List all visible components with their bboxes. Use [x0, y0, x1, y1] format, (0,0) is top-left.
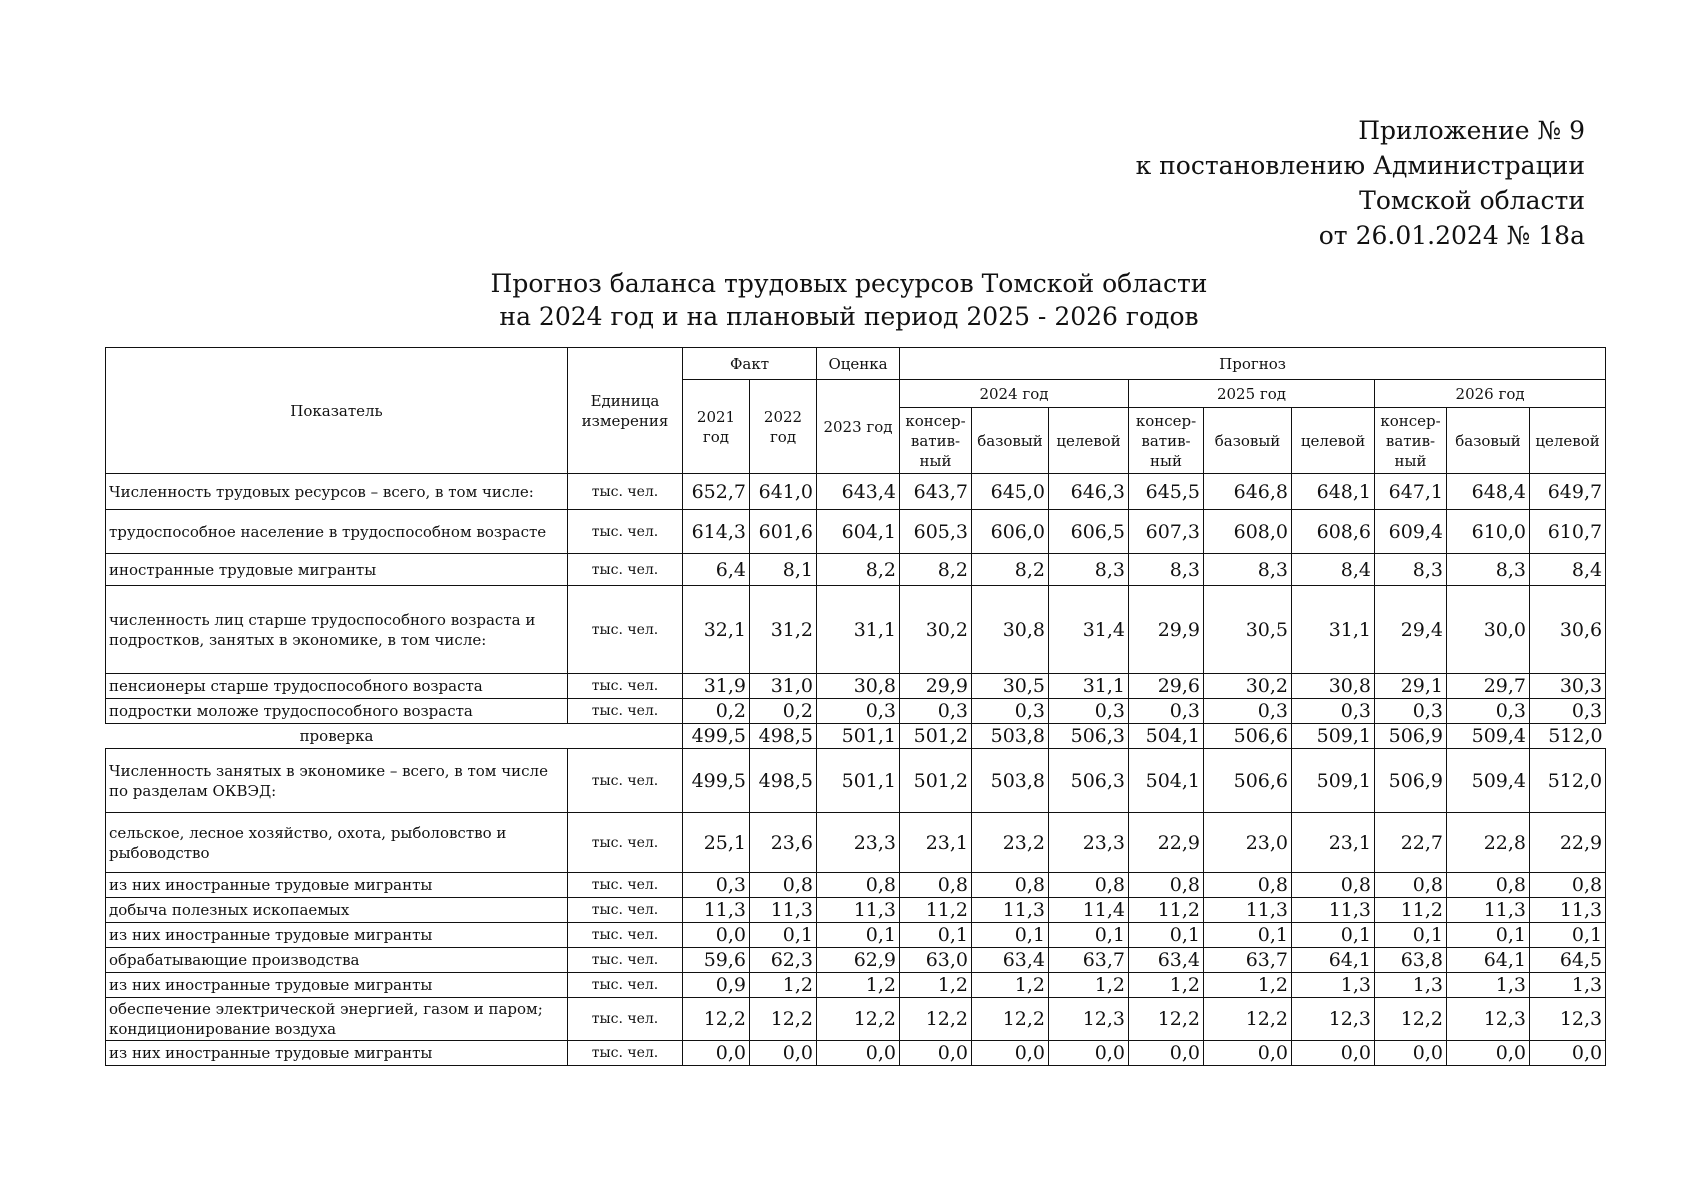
value-cell: 29,6 [1129, 674, 1204, 699]
value-cell: 8,2 [900, 554, 972, 586]
value-cell: 64,5 [1530, 948, 1606, 973]
value-cell: 648,4 [1447, 474, 1530, 510]
value-cell: 0,8 [972, 873, 1049, 898]
value-cell: 0,3 [1447, 699, 1530, 724]
value-cell: 0,8 [1447, 873, 1530, 898]
value-cell: 0,0 [750, 1041, 817, 1066]
value-cell: 12,3 [1049, 998, 1129, 1041]
value-cell: 0,0 [1530, 1041, 1606, 1066]
row-label: Численность трудовых ресурсов – всего, в том числе: [106, 474, 568, 510]
header-2025-base: базовый [1204, 408, 1292, 474]
value-cell: 59,6 [683, 948, 750, 973]
row-unit: тыс. чел. [568, 948, 683, 973]
value-cell: 0,9 [683, 973, 750, 998]
table-row [106, 973, 1606, 998]
value-cell: 0,1 [900, 923, 972, 948]
value-cell: 0,1 [1049, 923, 1129, 948]
value-cell: 11,2 [1129, 898, 1204, 923]
value-cell: 29,4 [1375, 586, 1447, 674]
row-label: из них иностранные трудовые мигранты [106, 923, 568, 948]
value-cell: 22,9 [1530, 813, 1606, 873]
value-cell: 0,0 [683, 1041, 750, 1066]
header-2026-conservative: консер-ватив-ный [1375, 408, 1447, 474]
document-title [0, 267, 1698, 333]
value-cell: 22,7 [1375, 813, 1447, 873]
value-cell: 12,2 [972, 998, 1049, 1041]
value-cell: 0,3 [1204, 699, 1292, 724]
value-cell: 12,3 [1530, 998, 1606, 1041]
value-cell: 30,5 [972, 674, 1049, 699]
value-cell: 1,2 [750, 973, 817, 998]
value-cell: 504,1 [1129, 724, 1204, 749]
row-label: добыча полезных ископаемых [106, 898, 568, 923]
value-cell: 0,0 [1129, 1041, 1204, 1066]
row-unit: тыс. чел. [568, 973, 683, 998]
appendix-resolution: к постановлению Администрации [1135, 151, 1585, 180]
value-cell: 62,3 [750, 948, 817, 973]
value-cell: 512,0 [1530, 749, 1606, 813]
value-cell: 506,3 [1049, 724, 1129, 749]
row-label: подростки моложе трудоспособного возраста [106, 699, 568, 724]
value-cell: 30,8 [972, 586, 1049, 674]
row-unit: тыс. чел. [568, 813, 683, 873]
row-unit: тыс. чел. [568, 998, 683, 1041]
value-cell: 23,3 [817, 813, 900, 873]
row-label: трудоспособное население в трудоспособном возрасте [106, 510, 568, 554]
header-fact: Факт [683, 348, 817, 380]
value-cell: 63,7 [1204, 948, 1292, 973]
value-cell: 8,3 [1375, 554, 1447, 586]
value-cell: 29,7 [1447, 674, 1530, 699]
row-unit: тыс. чел. [568, 474, 683, 510]
value-cell: 607,3 [1129, 510, 1204, 554]
table-row [106, 510, 1606, 554]
table-row [106, 813, 1606, 873]
value-cell: 8,3 [1447, 554, 1530, 586]
row-unit: тыс. чел. [568, 873, 683, 898]
value-cell: 610,7 [1530, 510, 1606, 554]
value-cell: 31,1 [1049, 674, 1129, 699]
value-cell: 1,3 [1292, 973, 1375, 998]
value-cell: 29,1 [1375, 674, 1447, 699]
value-cell: 0,8 [900, 873, 972, 898]
value-cell: 8,3 [1049, 554, 1129, 586]
value-cell: 0,8 [750, 873, 817, 898]
title-line-1: Прогноз баланса трудовых ресурсов Томской области [490, 269, 1208, 298]
value-cell: 1,3 [1530, 973, 1606, 998]
title-line-2: на 2024 год и на плановый период 2025 - 2026 годов [499, 302, 1199, 331]
value-cell: 0,0 [1292, 1041, 1375, 1066]
value-cell: 8,4 [1530, 554, 1606, 586]
value-cell: 506,6 [1204, 749, 1292, 813]
value-cell: 501,1 [817, 724, 900, 749]
value-cell: 63,4 [1129, 948, 1204, 973]
row-label: проверка [106, 724, 568, 749]
value-cell: 12,2 [683, 998, 750, 1041]
value-cell: 12,2 [817, 998, 900, 1041]
value-cell: 6,4 [683, 554, 750, 586]
value-cell: 0,0 [817, 1041, 900, 1066]
value-cell: 0,8 [1049, 873, 1129, 898]
value-cell: 8,4 [1292, 554, 1375, 586]
value-cell: 503,8 [972, 749, 1049, 813]
value-cell: 29,9 [1129, 586, 1204, 674]
value-cell: 30,5 [1204, 586, 1292, 674]
value-cell: 0,0 [1447, 1041, 1530, 1066]
value-cell: 609,4 [1375, 510, 1447, 554]
table-row [106, 948, 1606, 973]
value-cell: 12,2 [1375, 998, 1447, 1041]
value-cell: 641,0 [750, 474, 817, 510]
value-cell: 506,9 [1375, 724, 1447, 749]
value-cell: 0,8 [817, 873, 900, 898]
value-cell: 1,2 [1049, 973, 1129, 998]
value-cell: 30,3 [1530, 674, 1606, 699]
header-2024: 2024 год [900, 380, 1129, 408]
value-cell: 509,4 [1447, 749, 1530, 813]
value-cell: 506,9 [1375, 749, 1447, 813]
row-unit: тыс. чел. [568, 674, 683, 699]
value-cell: 601,6 [750, 510, 817, 554]
row-label: Численность занятых в экономике – всего, в том числе по разделам ОКВЭД: [106, 749, 568, 813]
value-cell: 0,0 [1204, 1041, 1292, 1066]
header-2024-target: целевой [1049, 408, 1129, 474]
value-cell: 0,3 [817, 699, 900, 724]
table-row [106, 699, 1606, 724]
value-cell: 0,1 [1292, 923, 1375, 948]
header-estimate: Оценка [817, 348, 900, 380]
row-unit: тыс. чел. [568, 1041, 683, 1066]
value-cell: 8,3 [1129, 554, 1204, 586]
header-2026-base: базовый [1447, 408, 1530, 474]
value-cell: 11,3 [972, 898, 1049, 923]
value-cell: 11,3 [1530, 898, 1606, 923]
value-cell: 12,2 [750, 998, 817, 1041]
value-cell: 0,2 [683, 699, 750, 724]
value-cell: 509,1 [1292, 749, 1375, 813]
value-cell: 0,1 [750, 923, 817, 948]
value-cell: 0,2 [750, 699, 817, 724]
value-cell: 0,3 [1129, 699, 1204, 724]
value-cell: 1,3 [1447, 973, 1530, 998]
value-cell: 12,2 [900, 998, 972, 1041]
value-cell: 0,3 [1375, 699, 1447, 724]
value-cell: 606,0 [972, 510, 1049, 554]
value-cell: 30,8 [1292, 674, 1375, 699]
header-2024-conservative: консер-ватив-ный [900, 408, 972, 474]
table-row [106, 873, 1606, 898]
value-cell: 501,2 [900, 724, 972, 749]
value-cell: 30,2 [900, 586, 972, 674]
header-2025: 2025 год [1129, 380, 1375, 408]
row-label: численность лиц старше трудоспособного возраста и подростков, занятых в экономике, в том числе: [106, 586, 568, 674]
value-cell: 23,1 [1292, 813, 1375, 873]
value-cell: 648,1 [1292, 474, 1375, 510]
value-cell: 62,9 [817, 948, 900, 973]
value-cell: 0,8 [1129, 873, 1204, 898]
row-unit: тыс. чел. [568, 699, 683, 724]
value-cell: 22,8 [1447, 813, 1530, 873]
value-cell: 509,4 [1447, 724, 1530, 749]
header-unit: Единица измерения [568, 348, 683, 474]
value-cell: 8,2 [817, 554, 900, 586]
value-cell: 23,0 [1204, 813, 1292, 873]
value-cell: 22,9 [1129, 813, 1204, 873]
value-cell: 1,2 [1204, 973, 1292, 998]
value-cell: 23,6 [750, 813, 817, 873]
value-cell: 11,4 [1049, 898, 1129, 923]
value-cell: 501,1 [817, 749, 900, 813]
value-cell: 30,2 [1204, 674, 1292, 699]
row-label: из них иностранные трудовые мигранты [106, 873, 568, 898]
row-label: обрабатывающие производства [106, 948, 568, 973]
table-row [106, 749, 1606, 813]
value-cell: 0,1 [972, 923, 1049, 948]
row-unit: тыс. чел. [568, 923, 683, 948]
value-cell: 11,3 [817, 898, 900, 923]
value-cell: 647,1 [1375, 474, 1447, 510]
header-2022: 2022 год [750, 380, 817, 474]
value-cell: 503,8 [972, 724, 1049, 749]
row-unit: тыс. чел. [568, 586, 683, 674]
table-row [106, 998, 1606, 1041]
value-cell: 0,8 [1375, 873, 1447, 898]
value-cell: 0,0 [972, 1041, 1049, 1066]
value-cell: 12,2 [1129, 998, 1204, 1041]
table-row [106, 674, 1606, 699]
value-cell: 12,3 [1447, 998, 1530, 1041]
value-cell: 23,2 [972, 813, 1049, 873]
value-cell: 11,3 [1204, 898, 1292, 923]
value-cell: 1,2 [1129, 973, 1204, 998]
value-cell: 11,3 [683, 898, 750, 923]
value-cell: 0,3 [900, 699, 972, 724]
value-cell: 31,0 [750, 674, 817, 699]
value-cell: 25,1 [683, 813, 750, 873]
value-cell: 30,8 [817, 674, 900, 699]
value-cell: 606,5 [1049, 510, 1129, 554]
table-row [106, 474, 1606, 510]
table-row [106, 1041, 1606, 1066]
value-cell: 1,2 [817, 973, 900, 998]
value-cell: 31,1 [817, 586, 900, 674]
header-forecast: Прогноз [900, 348, 1606, 380]
row-unit: тыс. чел. [568, 510, 683, 554]
appendix-number: Приложение № 9 [1358, 116, 1585, 145]
value-cell: 31,4 [1049, 586, 1129, 674]
value-cell: 0,8 [1530, 873, 1606, 898]
value-cell: 63,4 [972, 948, 1049, 973]
value-cell: 23,3 [1049, 813, 1129, 873]
value-cell: 32,1 [683, 586, 750, 674]
value-cell: 0,1 [1375, 923, 1447, 948]
value-cell: 604,1 [817, 510, 900, 554]
row-label: иностранные трудовые мигранты [106, 554, 568, 586]
value-cell: 0,3 [1292, 699, 1375, 724]
value-cell: 30,0 [1447, 586, 1530, 674]
value-cell: 0,8 [1204, 873, 1292, 898]
value-cell: 0,3 [972, 699, 1049, 724]
value-cell: 63,7 [1049, 948, 1129, 973]
value-cell: 8,3 [1204, 554, 1292, 586]
labor-balance-table [105, 347, 1606, 1066]
value-cell: 64,1 [1447, 948, 1530, 973]
value-cell: 614,3 [683, 510, 750, 554]
row-label: пенсионеры старше трудоспособного возраста [106, 674, 568, 699]
header-2024-base: базовый [972, 408, 1049, 474]
header-2025-conservative: консер-ватив-ный [1129, 408, 1204, 474]
value-cell: 605,3 [900, 510, 972, 554]
value-cell: 0,3 [683, 873, 750, 898]
value-cell: 509,1 [1292, 724, 1375, 749]
value-cell: 512,0 [1530, 724, 1606, 749]
row-unit: тыс. чел. [568, 554, 683, 586]
value-cell: 0,0 [900, 1041, 972, 1066]
value-cell: 0,1 [1204, 923, 1292, 948]
value-cell: 499,5 [683, 749, 750, 813]
table-row [106, 923, 1606, 948]
header-2026: 2026 год [1375, 380, 1606, 408]
header-2021: 2021 год [683, 380, 750, 474]
value-cell: 11,3 [750, 898, 817, 923]
row-label: обеспечение электрической энергией, газом и паром; кондиционирование воздуха [106, 998, 568, 1041]
value-cell: 31,1 [1292, 586, 1375, 674]
row-unit: тыс. чел. [568, 749, 683, 813]
value-cell: 11,3 [1292, 898, 1375, 923]
header-2026-target: целевой [1530, 408, 1606, 474]
value-cell: 63,0 [900, 948, 972, 973]
value-cell: 501,2 [900, 749, 972, 813]
value-cell: 29,9 [900, 674, 972, 699]
value-cell: 31,9 [683, 674, 750, 699]
table-row [106, 898, 1606, 923]
value-cell: 0,3 [1530, 699, 1606, 724]
value-cell: 1,3 [1375, 973, 1447, 998]
value-cell: 31,2 [750, 586, 817, 674]
table-row [106, 724, 1606, 749]
value-cell: 30,6 [1530, 586, 1606, 674]
value-cell: 1,2 [972, 973, 1049, 998]
value-cell: 504,1 [1129, 749, 1204, 813]
value-cell: 649,7 [1530, 474, 1606, 510]
value-cell: 0,0 [1049, 1041, 1129, 1066]
value-cell: 0,8 [1292, 873, 1375, 898]
value-cell: 63,8 [1375, 948, 1447, 973]
value-cell: 11,2 [900, 898, 972, 923]
row-unit: тыс. чел. [568, 898, 683, 923]
row-label: из них иностранные трудовые мигранты [106, 1041, 568, 1066]
header-indicator: Показатель [106, 348, 568, 474]
value-cell: 608,6 [1292, 510, 1375, 554]
value-cell: 506,3 [1049, 749, 1129, 813]
value-cell: 0,0 [1375, 1041, 1447, 1066]
value-cell: 0,1 [817, 923, 900, 948]
appendix-date: от 26.01.2024 № 18а [1318, 221, 1585, 250]
value-cell: 23,1 [900, 813, 972, 873]
value-cell: 12,3 [1292, 998, 1375, 1041]
value-cell: 643,4 [817, 474, 900, 510]
value-cell: 11,3 [1447, 898, 1530, 923]
value-cell: 0,1 [1129, 923, 1204, 948]
value-cell: 645,5 [1129, 474, 1204, 510]
value-cell: 499,5 [683, 724, 750, 749]
value-cell: 646,8 [1204, 474, 1292, 510]
value-cell: 506,6 [1204, 724, 1292, 749]
header-2023: 2023 год [817, 380, 900, 474]
row-label: сельское, лесное хозяйство, охота, рыболовство и рыбоводство [106, 813, 568, 873]
value-cell: 11,2 [1375, 898, 1447, 923]
value-cell: 0,3 [1049, 699, 1129, 724]
appendix-region: Томской области [1359, 186, 1585, 215]
value-cell: 643,7 [900, 474, 972, 510]
value-cell: 498,5 [750, 749, 817, 813]
row-label: из них иностранные трудовые мигранты [106, 973, 568, 998]
value-cell: 610,0 [1447, 510, 1530, 554]
value-cell: 646,3 [1049, 474, 1129, 510]
value-cell: 0,0 [683, 923, 750, 948]
value-cell: 64,1 [1292, 948, 1375, 973]
table-row [106, 586, 1606, 674]
header-2025-target: целевой [1292, 408, 1375, 474]
value-cell: 1,2 [900, 973, 972, 998]
value-cell: 608,0 [1204, 510, 1292, 554]
table-row [106, 554, 1606, 586]
value-cell: 8,1 [750, 554, 817, 586]
row-unit [568, 724, 683, 749]
value-cell: 498,5 [750, 724, 817, 749]
value-cell: 0,1 [1447, 923, 1530, 948]
appendix-block [985, 113, 1585, 253]
value-cell: 645,0 [972, 474, 1049, 510]
value-cell: 12,2 [1204, 998, 1292, 1041]
value-cell: 652,7 [683, 474, 750, 510]
value-cell: 8,2 [972, 554, 1049, 586]
value-cell: 0,1 [1530, 923, 1606, 948]
